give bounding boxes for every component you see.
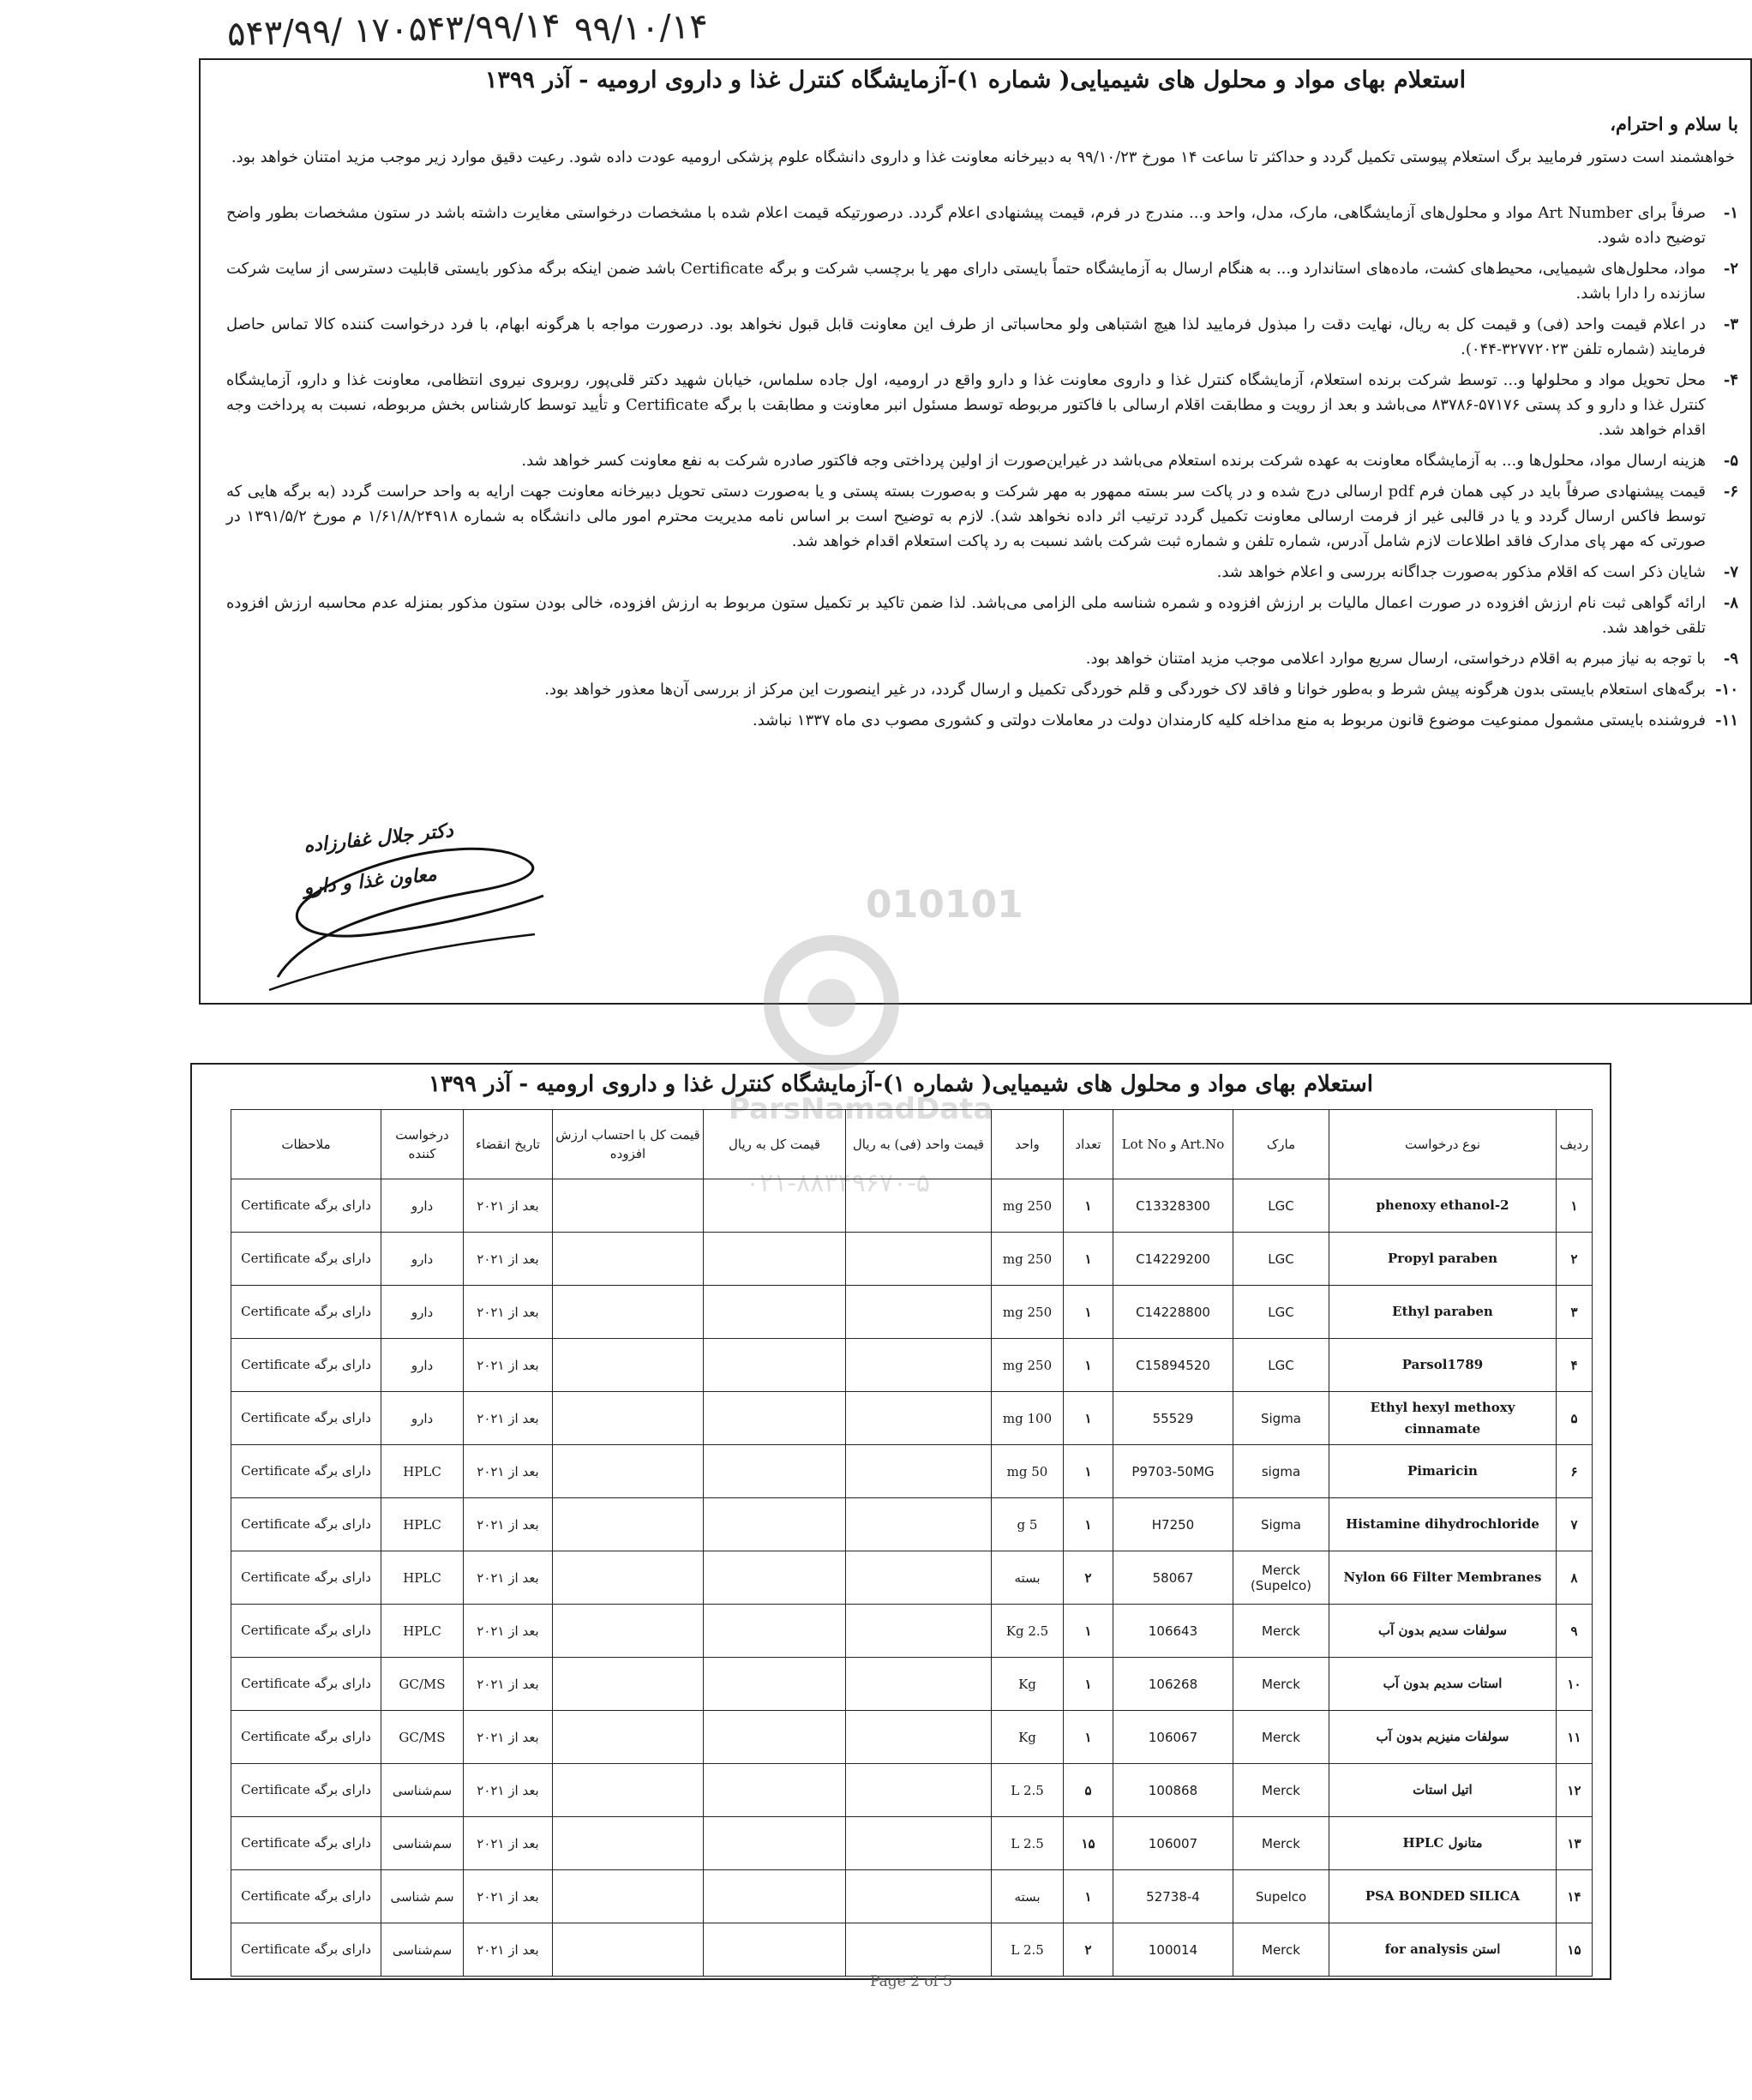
item-number: ۸- bbox=[1723, 594, 1738, 612]
table-row bbox=[231, 1233, 1593, 1286]
cell-unit-price bbox=[846, 1923, 992, 1977]
col-total: قیمت کل به ریال bbox=[704, 1110, 846, 1179]
cell-total bbox=[704, 1233, 846, 1286]
cell-total-vat bbox=[553, 1923, 704, 1977]
cell-name: Parsol1789 bbox=[1329, 1339, 1557, 1392]
item-number: ۱۱- bbox=[1715, 711, 1738, 729]
cell-brand: LGC bbox=[1233, 1339, 1329, 1392]
table-row bbox=[231, 1923, 1593, 1977]
cell-total bbox=[704, 1605, 846, 1658]
order-table bbox=[231, 1109, 1593, 1977]
cell-artno: C15894520 bbox=[1113, 1339, 1233, 1392]
col-unit-price: قیمت واحد (فی) به ریال bbox=[846, 1110, 992, 1179]
cell-requester: HPLC bbox=[381, 1445, 464, 1498]
cell-total bbox=[704, 1658, 846, 1711]
cell-qty: ۲ bbox=[1064, 1551, 1113, 1605]
condition-item bbox=[226, 708, 1738, 733]
cell-total bbox=[704, 1392, 846, 1445]
cell-name: 2-phenoxy ethanol bbox=[1329, 1179, 1557, 1233]
cell-unit-price bbox=[846, 1711, 992, 1764]
cell-notes: دارای برگه Certificate bbox=[231, 1923, 381, 1977]
item-text: صرفاً برای Art Number مواد و محلول‌های آزمایشگاهی، مارک، مدل، واحد و... مندرج در فرم، قیمت پیشنهادی اعلام گردد. درصورتیکه قیمت اعلام شده با مشخصات درخواستی مغایرت داشته باشد در ستون مشخصات بطور واضح توضیح داده شود. bbox=[226, 204, 1706, 247]
cell-total bbox=[704, 1339, 846, 1392]
table-row bbox=[231, 1445, 1593, 1498]
cell-row: ۱۴ bbox=[1557, 1870, 1593, 1923]
condition-item bbox=[226, 677, 1738, 702]
cell-artno: P9703-50MG bbox=[1113, 1445, 1233, 1498]
condition-item bbox=[226, 646, 1738, 671]
cell-requester: دارو bbox=[381, 1339, 464, 1392]
cell-name: متانول HPLC bbox=[1329, 1817, 1557, 1870]
cell-requester: دارو bbox=[381, 1392, 464, 1445]
item-text: شایان ذکر است که اقلام مذکور به‌صورت جداگانه بررسی و اعلام خواهد شد. bbox=[1216, 563, 1706, 581]
cell-total-vat bbox=[553, 1498, 704, 1551]
col-notes: ملاحظات bbox=[231, 1110, 381, 1179]
order-form bbox=[190, 1063, 1611, 1980]
cell-name: Ethyl paraben bbox=[1329, 1286, 1557, 1339]
cell-notes: دارای برگه Certificate bbox=[231, 1605, 381, 1658]
handwritten-ref-date: ۹۹/۱۰/۱۴ bbox=[573, 6, 709, 51]
cell-qty: ۱ bbox=[1064, 1870, 1113, 1923]
cell-total bbox=[704, 1817, 846, 1870]
item-text: فروشنده بایستی مشمول ممنوعیت موضوع قانون مربوط به منع مداخله کلیه کارمندان دولت در معاملات دولتی و کشوری مصوب دی ماه ۱۳۳۷ نباشد. bbox=[753, 711, 1706, 729]
cell-artno: 106268 bbox=[1113, 1658, 1233, 1711]
cell-artno: C14228800 bbox=[1113, 1286, 1233, 1339]
cell-row: ۱۰ bbox=[1557, 1658, 1593, 1711]
col-requester: درخواست کننده bbox=[381, 1110, 464, 1179]
cell-notes: دارای برگه Certificate bbox=[231, 1392, 381, 1445]
cell-row: ۹ bbox=[1557, 1605, 1593, 1658]
cell-name: Pimaricin bbox=[1329, 1445, 1557, 1498]
cell-unit-price bbox=[846, 1392, 992, 1445]
cell-total bbox=[704, 1711, 846, 1764]
cell-row: ۱۵ bbox=[1557, 1923, 1593, 1977]
cell-requester: دارو bbox=[381, 1233, 464, 1286]
condition-item bbox=[226, 368, 1738, 442]
table-row bbox=[231, 1392, 1593, 1445]
item-text: در اعلام قیمت واحد (فی) و قیمت کل به ریال، نهایت دقت را مبذول فرمایید لذا هیچ اشتباهی ولو محاسباتی از طرف این معاونت قابل قبول نخواهد بود. درصورت مواجه با هرگونه ابهام، با فرد درخواست کننده کالا تماس حاصل فرمایند (شماره تلفن ۳۲۷۷۲۰۲۳-۰۴۴). bbox=[226, 315, 1706, 358]
cell-row: ۵ bbox=[1557, 1392, 1593, 1445]
table-row bbox=[231, 1870, 1593, 1923]
cell-qty: ۱ bbox=[1064, 1605, 1113, 1658]
item-number: ۲- bbox=[1723, 260, 1738, 278]
cell-brand: Merck bbox=[1233, 1711, 1329, 1764]
cell-unit: 250 mg bbox=[992, 1179, 1064, 1233]
cell-brand: sigma bbox=[1233, 1445, 1329, 1498]
cell-expiry: بعد از ۲۰۲۱ bbox=[464, 1392, 553, 1445]
item-number: ۶- bbox=[1723, 483, 1738, 501]
condition-item bbox=[226, 560, 1738, 585]
table-header-row bbox=[231, 1110, 1593, 1179]
col-expiry: تاریخ انقضاء bbox=[464, 1110, 553, 1179]
cell-name: اتیل استات bbox=[1329, 1764, 1557, 1817]
cell-brand: Merck bbox=[1233, 1605, 1329, 1658]
conditions-list bbox=[226, 201, 1738, 739]
cell-requester: GC/MS bbox=[381, 1658, 464, 1711]
cell-notes: دارای برگه Certificate bbox=[231, 1339, 381, 1392]
cell-artno: H7250 bbox=[1113, 1498, 1233, 1551]
cell-total-vat bbox=[553, 1445, 704, 1498]
cell-brand: Merck (Supelco) bbox=[1233, 1551, 1329, 1605]
item-number: ۵- bbox=[1723, 452, 1738, 470]
cell-qty: ۱ bbox=[1064, 1339, 1113, 1392]
page-number: Page 2 of 5 bbox=[870, 1973, 953, 1990]
col-type: نوع درخواست bbox=[1329, 1110, 1557, 1179]
cell-artno: 55529 bbox=[1113, 1392, 1233, 1445]
cell-qty: ۱ bbox=[1064, 1711, 1113, 1764]
condition-item bbox=[226, 201, 1738, 250]
cell-unit: Kg bbox=[992, 1711, 1064, 1764]
cell-unit: بسته bbox=[992, 1870, 1064, 1923]
table-row bbox=[231, 1179, 1593, 1233]
table-row bbox=[231, 1605, 1593, 1658]
cell-artno: 52738-4 bbox=[1113, 1870, 1233, 1923]
cell-notes: دارای برگه Certificate bbox=[231, 1498, 381, 1551]
item-number: ۱- bbox=[1723, 204, 1738, 222]
cell-unit-price bbox=[846, 1658, 992, 1711]
cell-total bbox=[704, 1923, 846, 1977]
signatory-role: معاون غذا و دارو bbox=[303, 862, 438, 900]
cell-unit-price bbox=[846, 1817, 992, 1870]
cell-qty: ۱۵ bbox=[1064, 1817, 1113, 1870]
cell-unit-price bbox=[846, 1764, 992, 1817]
cell-row: ۲ bbox=[1557, 1233, 1593, 1286]
item-text: ارائه گواهی ثبت نام ارزش افزوده در صورت اعمال مالیات بر ارزش افزوده و شمره شناسه ملی الزامی می‌باشد. لذا ضمن تاکید بر تکمیل ستون مربوط به ارزش افزوده، خالی بودن ستون مذکور بمنزله عدم محاسبه ارزش افزوده تلقی خواهد شد. bbox=[226, 594, 1706, 637]
cell-brand: Merck bbox=[1233, 1658, 1329, 1711]
cell-brand: Sigma bbox=[1233, 1392, 1329, 1445]
table-row bbox=[231, 1498, 1593, 1551]
cell-expiry: بعد از ۲۰۲۱ bbox=[464, 1923, 553, 1977]
item-text: با توجه به نیاز مبرم به اقلام درخواستی، ارسال سریع موارد اعلامی موجب مزید امتنان خواهد بود. bbox=[1085, 650, 1706, 668]
cell-unit: 250 mg bbox=[992, 1339, 1064, 1392]
cell-notes: دارای برگه Certificate bbox=[231, 1179, 381, 1233]
cell-name: Propyl paraben bbox=[1329, 1233, 1557, 1286]
cell-requester: HPLC bbox=[381, 1605, 464, 1658]
condition-item bbox=[226, 256, 1738, 306]
cell-requester: دارو bbox=[381, 1179, 464, 1233]
cell-unit: 2.5 L bbox=[992, 1817, 1064, 1870]
cell-unit: 250 mg bbox=[992, 1233, 1064, 1286]
table-row bbox=[231, 1817, 1593, 1870]
cell-unit: 2.5 L bbox=[992, 1764, 1064, 1817]
cell-notes: دارای برگه Certificate bbox=[231, 1445, 381, 1498]
cell-requester: سم‌شناسی bbox=[381, 1817, 464, 1870]
cell-row: ۳ bbox=[1557, 1286, 1593, 1339]
cell-total bbox=[704, 1870, 846, 1923]
cell-requester: HPLC bbox=[381, 1551, 464, 1605]
table-row bbox=[231, 1339, 1593, 1392]
cell-artno: 106067 bbox=[1113, 1711, 1233, 1764]
cell-row: ۸ bbox=[1557, 1551, 1593, 1605]
cell-expiry: بعد از ۲۰۲۱ bbox=[464, 1498, 553, 1551]
cell-brand: Merck bbox=[1233, 1923, 1329, 1977]
cell-notes: دارای برگه Certificate bbox=[231, 1817, 381, 1870]
cell-qty: ۱ bbox=[1064, 1392, 1113, 1445]
cell-total-vat bbox=[553, 1233, 704, 1286]
cell-artno: 100868 bbox=[1113, 1764, 1233, 1817]
table-row bbox=[231, 1658, 1593, 1711]
cell-expiry: بعد از ۲۰۲۱ bbox=[464, 1658, 553, 1711]
cell-total bbox=[704, 1179, 846, 1233]
condition-item bbox=[226, 448, 1738, 473]
cell-qty: ۱ bbox=[1064, 1179, 1113, 1233]
cell-total-vat bbox=[553, 1286, 704, 1339]
cell-brand: LGC bbox=[1233, 1179, 1329, 1233]
cell-requester: سم‌شناسی bbox=[381, 1923, 464, 1977]
cell-unit-price bbox=[846, 1286, 992, 1339]
cell-unit-price bbox=[846, 1445, 992, 1498]
cell-unit-price bbox=[846, 1498, 992, 1551]
cell-name: سولفات سدیم بدون آب bbox=[1329, 1605, 1557, 1658]
cell-artno: 106007 bbox=[1113, 1817, 1233, 1870]
letter-intro: خواهشمند است دستور فرمایید برگ استعلام پیوستی تکمیل گردد و حداکثر تا ساعت ۱۴ مورخ ۹۹/۱۰/۲۳ به دبیرخانه معاونت غذا و داروی دانشگاه علوم پزشکی ارومیه عودت داده شود. رعیت دقیق موارد زیر موجب مزید امتنان خواهد بود. bbox=[231, 148, 1735, 166]
cell-expiry: بعد از ۲۰۲۱ bbox=[464, 1445, 553, 1498]
cell-notes: دارای برگه Certificate bbox=[231, 1658, 381, 1711]
cell-unit: بسته bbox=[992, 1551, 1064, 1605]
cell-row: ۶ bbox=[1557, 1445, 1593, 1498]
cell-brand: Merck bbox=[1233, 1764, 1329, 1817]
cell-requester: سم شناسی bbox=[381, 1870, 464, 1923]
cell-total-vat bbox=[553, 1658, 704, 1711]
cell-expiry: بعد از ۲۰۲۱ bbox=[464, 1764, 553, 1817]
cell-unit-price bbox=[846, 1339, 992, 1392]
cell-qty: ۱ bbox=[1064, 1445, 1113, 1498]
cell-requester: HPLC bbox=[381, 1498, 464, 1551]
table-row bbox=[231, 1551, 1593, 1605]
cell-total bbox=[704, 1286, 846, 1339]
cell-artno: 58067 bbox=[1113, 1551, 1233, 1605]
cell-total-vat bbox=[553, 1870, 704, 1923]
col-row: ردیف bbox=[1557, 1110, 1593, 1179]
cell-total bbox=[704, 1445, 846, 1498]
cell-artno: 106643 bbox=[1113, 1605, 1233, 1658]
cell-brand: Merck bbox=[1233, 1817, 1329, 1870]
cell-brand: LGC bbox=[1233, 1286, 1329, 1339]
letter-title: استعلام بهای مواد و محلول های شیمیایی( شماره ۱)-آزمایشگاه کنترل غذا و داروی ارومیه - آذر ۱۳۹۹ bbox=[484, 67, 1467, 93]
cell-notes: دارای برگه Certificate bbox=[231, 1233, 381, 1286]
cell-brand: Supelco bbox=[1233, 1870, 1329, 1923]
item-number: ۷- bbox=[1723, 563, 1738, 581]
item-number: ۹- bbox=[1723, 650, 1738, 668]
order-form-title: استعلام بهای مواد و محلول های شیمیایی( شماره ۱)-آزمایشگاه کنترل غذا و داروی ارومیه - آذر ۱۳۹۹ bbox=[429, 1071, 1373, 1097]
cell-unit: 50 mg bbox=[992, 1445, 1064, 1498]
col-artno: Art.No و Lot No bbox=[1113, 1110, 1233, 1179]
cell-qty: ۵ bbox=[1064, 1764, 1113, 1817]
condition-item bbox=[226, 312, 1738, 362]
cell-brand: LGC bbox=[1233, 1233, 1329, 1286]
cell-notes: دارای برگه Certificate bbox=[231, 1764, 381, 1817]
watermark-phone: ۰۲۱-۸۸۳۴۹۶۷۰-۵ bbox=[746, 1168, 931, 1198]
cell-total-vat bbox=[553, 1392, 704, 1445]
cell-name: سولفات منیزیم بدون آب bbox=[1329, 1711, 1557, 1764]
cell-expiry: بعد از ۲۰۲۱ bbox=[464, 1551, 553, 1605]
cell-requester: سم‌شناسی bbox=[381, 1764, 464, 1817]
cell-artno: 100014 bbox=[1113, 1923, 1233, 1977]
item-text: محل تحویل مواد و محلولها و... توسط شرکت برنده استعلام، آزمایشگاه کنترل غذا و داروی معاونت غذا و دارو واقع در ارومیه، اول جاده سلماس، خیابان شهید دکتر قلی‌پور، روبروی نیروی انتظامی، معاونت غذا و دارو، آزمایشگاه کنترل غذا و دارو و کد پستی ۵۷۱۷۶-۸۳۷۸۶ می‌باشد و بعد از رویت و مطابقت اقلام ارسالی با فاکتور مربوطه توسط مسئول انبر معاونت و مطابقت با برگه Certificate و تأیید توسط کارشناس بخش مربوطه، نسبت به پرداخت وجه اقدام خواهد شد. bbox=[226, 371, 1706, 439]
cell-row: ۷ bbox=[1557, 1498, 1593, 1551]
cell-name: Histamine dihydrochloride bbox=[1329, 1498, 1557, 1551]
cell-total bbox=[704, 1764, 846, 1817]
cell-qty: ۲ bbox=[1064, 1923, 1113, 1977]
cell-total-vat bbox=[553, 1551, 704, 1605]
cell-unit: 100 mg bbox=[992, 1392, 1064, 1445]
cell-total-vat bbox=[553, 1711, 704, 1764]
col-total-vat: قیمت کل با احتساب ارزش افزوده bbox=[553, 1110, 704, 1179]
cell-unit: 5 g bbox=[992, 1498, 1064, 1551]
item-text: برگه‌های استعلام بایستی بدون هرگونه پیش شرط و به‌طور خوانا و فاقد لاک خوردگی و قلم خوردگی تکمیل و ارسال گردد، در غیر اینصورت این مرکز از بررسی آن‌ها معذور خواهد بود. bbox=[544, 681, 1706, 699]
cell-notes: دارای برگه Certificate bbox=[231, 1870, 381, 1923]
item-number: ۱۰- bbox=[1715, 681, 1738, 699]
cell-qty: ۱ bbox=[1064, 1286, 1113, 1339]
cell-row: ۴ bbox=[1557, 1339, 1593, 1392]
table-row bbox=[231, 1764, 1593, 1817]
cell-total-vat bbox=[553, 1605, 704, 1658]
col-unit: واحد bbox=[992, 1110, 1064, 1179]
cell-requester: دارو bbox=[381, 1286, 464, 1339]
cell-artno: C14229200 bbox=[1113, 1233, 1233, 1286]
cell-unit-price bbox=[846, 1233, 992, 1286]
cell-row: ۱۳ bbox=[1557, 1817, 1593, 1870]
cell-name: استات سدیم بدون آب bbox=[1329, 1658, 1557, 1711]
item-text: قیمت پیشنهادی صرفاً باید در کپی همان فرم pdf ارسالی درج شده و در پاکت سر بسته ممهور به مهر شرکت و به‌صورت بسته پستی و یا به‌صورت دستی تحویل دبیرخانه معاونت جهت ارایه به واحد حراست گردد (به برگه هایی که توسط فاکس ارسال گردد و یا در قالبی غیر از فرمت ارسالی معاونت تکمیل گردد ترتیب اثر داده نخواهد شد). لازم به توضیح است بر اساس نامه مدیریت محترم امور مالی دانشگاه به شماره ۱/۶۱/۸/۲۴۹۱۸ م مورخ ۱۳۹۱/۵/۲ در صورتی که مهر پای مدارک فاقد اطلاعات لازم شامل آدرس، شماره تلفن و شماره ثبت شرکت باشد نسبت به رد پاکت استعلام اقدام خواهد شد. bbox=[226, 483, 1707, 550]
cell-expiry: بعد از ۲۰۲۱ bbox=[464, 1870, 553, 1923]
cell-notes: دارای برگه Certificate bbox=[231, 1551, 381, 1605]
cell-expiry: بعد از ۲۰۲۱ bbox=[464, 1286, 553, 1339]
col-qty: تعداد bbox=[1064, 1110, 1113, 1179]
cell-name: Ethyl hexyl methoxy cinnamate bbox=[1329, 1392, 1557, 1445]
cell-expiry: بعد از ۲۰۲۱ bbox=[464, 1179, 553, 1233]
cell-notes: دارای برگه Certificate bbox=[231, 1286, 381, 1339]
cell-row: ۱۲ bbox=[1557, 1764, 1593, 1817]
cell-name: PSA BONDED SILICA bbox=[1329, 1870, 1557, 1923]
cell-artno: C13328300 bbox=[1113, 1179, 1233, 1233]
cell-unit: 250 mg bbox=[992, 1286, 1064, 1339]
cell-total-vat bbox=[553, 1339, 704, 1392]
salutation: با سلام و احترام، bbox=[1610, 113, 1738, 135]
item-number: ۴- bbox=[1723, 371, 1738, 389]
cell-expiry: بعد از ۲۰۲۱ bbox=[464, 1339, 553, 1392]
cell-total bbox=[704, 1551, 846, 1605]
signatory-name: دکتر جلال غفارزاده bbox=[303, 819, 454, 858]
cell-total bbox=[704, 1498, 846, 1551]
table-row bbox=[231, 1711, 1593, 1764]
cell-unit-price bbox=[846, 1605, 992, 1658]
cell-notes: دارای برگه Certificate bbox=[231, 1711, 381, 1764]
cell-brand: Sigma bbox=[1233, 1498, 1329, 1551]
cell-unit: Kg bbox=[992, 1658, 1064, 1711]
cell-qty: ۱ bbox=[1064, 1498, 1113, 1551]
watermark-code: 010101 bbox=[866, 883, 1023, 927]
condition-item bbox=[226, 479, 1738, 554]
item-number: ۳- bbox=[1723, 315, 1738, 333]
handwritten-ref-number: ۵۴۳/۹۹/ ۱۷۰۵۴۳/۹۹/۱۴ bbox=[226, 5, 561, 55]
cell-name: Nylon 66 Filter Membranes bbox=[1329, 1551, 1557, 1605]
cell-qty: ۱ bbox=[1064, 1658, 1113, 1711]
cell-qty: ۱ bbox=[1064, 1233, 1113, 1286]
item-text: هزینه ارسال مواد، محلول‌ها و... به آزمایشگاه معاونت به عهده شرکت برنده استعلام می‌باشد در غیراین‌صورت از اولین پرداختی وجه فاکتور صادره شرکت به نفع معاونت کسر خواهد شد. bbox=[521, 452, 1706, 470]
cell-expiry: بعد از ۲۰۲۱ bbox=[464, 1817, 553, 1870]
cell-expiry: بعد از ۲۰۲۱ bbox=[464, 1711, 553, 1764]
cover-letter bbox=[199, 58, 1752, 1005]
cell-unit-price bbox=[846, 1870, 992, 1923]
cell-total-vat bbox=[553, 1179, 704, 1233]
cell-unit: 2.5 Kg bbox=[992, 1605, 1064, 1658]
cell-requester: GC/MS bbox=[381, 1711, 464, 1764]
cell-total-vat bbox=[553, 1764, 704, 1817]
cell-unit-price bbox=[846, 1179, 992, 1233]
cell-expiry: بعد از ۲۰۲۱ bbox=[464, 1233, 553, 1286]
cell-unit-price bbox=[846, 1551, 992, 1605]
cell-name: استن for analysis bbox=[1329, 1923, 1557, 1977]
watermark-brand: ParsNamadData bbox=[729, 1092, 993, 1126]
cell-row: ۱۱ bbox=[1557, 1711, 1593, 1764]
cell-expiry: بعد از ۲۰۲۱ bbox=[464, 1605, 553, 1658]
cell-unit: 2.5 L bbox=[992, 1923, 1064, 1977]
item-text: مواد، محلول‌های شیمیایی، محیط‌های کشت، ماده‌های استاندارد و... به هنگام ارسال به آزمایشگاه حتماً بایستی دارای مهر یا برچسب شرکت و برگه Certificate باشد ضمن اینکه برگه مذکور بایستی قابلیت دسترسی از سایت شرکت سازنده را دارا باشد. bbox=[226, 260, 1707, 303]
cell-total-vat bbox=[553, 1817, 704, 1870]
condition-item bbox=[226, 591, 1738, 640]
col-brand: مارک bbox=[1233, 1110, 1329, 1179]
table-row bbox=[231, 1286, 1593, 1339]
cell-row: ۱ bbox=[1557, 1179, 1593, 1233]
